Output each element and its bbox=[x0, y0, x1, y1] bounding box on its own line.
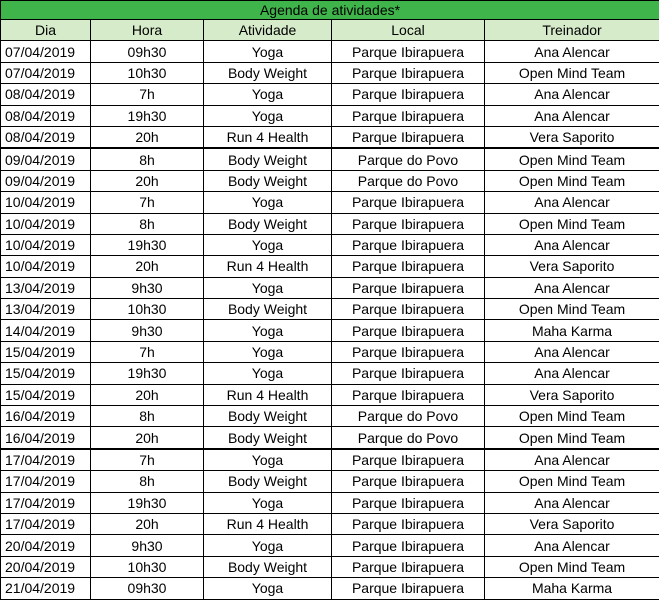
cell-local: Parque do Povo bbox=[332, 406, 485, 427]
table-row bbox=[1, 256, 659, 277]
cell-atividade: Yoga bbox=[204, 84, 332, 105]
cell-local: Parque Ibirapuera bbox=[332, 341, 485, 362]
cell-dia: 09/04/2019 bbox=[1, 148, 91, 170]
cell-atividade: Yoga bbox=[204, 341, 332, 362]
cell-hora: 20h bbox=[91, 170, 204, 191]
cell-local: Parque do Povo bbox=[332, 148, 485, 170]
cell-local: Parque Ibirapuera bbox=[332, 513, 485, 534]
cell-hora: 20h bbox=[91, 126, 204, 148]
cell-dia: 13/04/2019 bbox=[1, 277, 91, 298]
cell-dia: 15/04/2019 bbox=[1, 363, 91, 384]
cell-hora: 9h30 bbox=[91, 535, 204, 556]
cell-local: Parque Ibirapuera bbox=[332, 84, 485, 105]
cell-local: Parque Ibirapuera bbox=[332, 320, 485, 341]
cell-atividade: Body Weight bbox=[204, 556, 332, 577]
cell-hora: 10h30 bbox=[91, 62, 204, 83]
table-row bbox=[1, 513, 659, 534]
cell-treinador: Open Mind Team bbox=[485, 62, 659, 83]
table-row bbox=[1, 126, 659, 148]
table-row bbox=[1, 535, 659, 556]
cell-hora: 19h30 bbox=[91, 492, 204, 513]
cell-atividade: Run 4 Health bbox=[204, 513, 332, 534]
cell-hora: 8h bbox=[91, 213, 204, 234]
table-row bbox=[1, 341, 659, 362]
column-header-hora: Hora bbox=[91, 20, 204, 41]
cell-atividade: Yoga bbox=[204, 192, 332, 213]
cell-dia: 20/04/2019 bbox=[1, 535, 91, 556]
cell-atividade: Body Weight bbox=[204, 299, 332, 320]
table-row bbox=[1, 556, 659, 577]
cell-dia: 10/04/2019 bbox=[1, 213, 91, 234]
cell-atividade: Yoga bbox=[204, 234, 332, 255]
agenda-title: Agenda de atividades* bbox=[1, 1, 659, 20]
cell-treinador: Maha Karma bbox=[485, 578, 659, 599]
cell-atividade: Body Weight bbox=[204, 427, 332, 449]
cell-hora: 9h30 bbox=[91, 277, 204, 298]
cell-atividade: Yoga bbox=[204, 105, 332, 126]
cell-local: Parque Ibirapuera bbox=[332, 234, 485, 255]
cell-hora: 09h30 bbox=[91, 578, 204, 599]
cell-hora: 9h30 bbox=[91, 320, 204, 341]
cell-hora: 10h30 bbox=[91, 556, 204, 577]
cell-dia: 16/04/2019 bbox=[1, 406, 91, 427]
cell-dia: 15/04/2019 bbox=[1, 384, 91, 405]
cell-treinador: Vera Saporito bbox=[485, 384, 659, 405]
cell-dia: 14/04/2019 bbox=[1, 320, 91, 341]
cell-treinador: Ana Alencar bbox=[485, 492, 659, 513]
cell-local: Parque Ibirapuera bbox=[332, 578, 485, 599]
cell-hora: 7h bbox=[91, 84, 204, 105]
agenda-body bbox=[1, 41, 659, 599]
cell-treinador: Vera Saporito bbox=[485, 256, 659, 277]
cell-treinador: Vera Saporito bbox=[485, 126, 659, 148]
cell-treinador: Ana Alencar bbox=[485, 234, 659, 255]
cell-local: Parque Ibirapuera bbox=[332, 556, 485, 577]
cell-local: Parque Ibirapuera bbox=[332, 62, 485, 83]
table-row bbox=[1, 578, 659, 599]
cell-hora: 19h30 bbox=[91, 105, 204, 126]
table-row bbox=[1, 105, 659, 126]
cell-hora: 19h30 bbox=[91, 363, 204, 384]
table-row bbox=[1, 492, 659, 513]
table-row bbox=[1, 170, 659, 191]
header-row bbox=[1, 20, 659, 41]
cell-treinador: Ana Alencar bbox=[485, 84, 659, 105]
cell-atividade: Body Weight bbox=[204, 471, 332, 492]
cell-treinador: Open Mind Team bbox=[485, 148, 659, 170]
cell-atividade: Run 4 Health bbox=[204, 126, 332, 148]
cell-treinador: Ana Alencar bbox=[485, 192, 659, 213]
cell-hora: 20h bbox=[91, 256, 204, 277]
cell-treinador: Ana Alencar bbox=[485, 41, 659, 62]
cell-hora: 7h bbox=[91, 449, 204, 471]
cell-hora: 20h bbox=[91, 427, 204, 449]
cell-local: Parque do Povo bbox=[332, 427, 485, 449]
cell-atividade: Run 4 Health bbox=[204, 256, 332, 277]
cell-dia: 10/04/2019 bbox=[1, 234, 91, 255]
cell-atividade: Body Weight bbox=[204, 170, 332, 191]
table-row bbox=[1, 41, 659, 62]
cell-treinador: Open Mind Team bbox=[485, 471, 659, 492]
cell-treinador: Ana Alencar bbox=[485, 449, 659, 471]
table-row bbox=[1, 192, 659, 213]
cell-hora: 20h bbox=[91, 384, 204, 405]
cell-treinador: Open Mind Team bbox=[485, 556, 659, 577]
cell-local: Parque Ibirapuera bbox=[332, 126, 485, 148]
cell-local: Parque Ibirapuera bbox=[332, 277, 485, 298]
cell-atividade: Body Weight bbox=[204, 62, 332, 83]
cell-treinador: Open Mind Team bbox=[485, 299, 659, 320]
table-row bbox=[1, 384, 659, 405]
cell-local: Parque Ibirapuera bbox=[332, 471, 485, 492]
cell-hora: 10h30 bbox=[91, 299, 204, 320]
table-row bbox=[1, 320, 659, 341]
cell-local: Parque Ibirapuera bbox=[332, 492, 485, 513]
table-row bbox=[1, 62, 659, 83]
cell-treinador: Vera Saporito bbox=[485, 513, 659, 534]
cell-dia: 07/04/2019 bbox=[1, 62, 91, 83]
table-row bbox=[1, 363, 659, 384]
cell-dia: 08/04/2019 bbox=[1, 105, 91, 126]
cell-local: Parque Ibirapuera bbox=[332, 449, 485, 471]
column-header-atividade: Atividade bbox=[204, 20, 332, 41]
cell-atividade: Yoga bbox=[204, 41, 332, 62]
column-header-treinador: Treinador bbox=[485, 20, 659, 41]
cell-treinador: Open Mind Team bbox=[485, 170, 659, 191]
cell-treinador: Ana Alencar bbox=[485, 535, 659, 556]
cell-hora: 20h bbox=[91, 513, 204, 534]
cell-atividade: Yoga bbox=[204, 363, 332, 384]
cell-treinador: Ana Alencar bbox=[485, 277, 659, 298]
cell-atividade: Yoga bbox=[204, 578, 332, 599]
cell-atividade: Yoga bbox=[204, 492, 332, 513]
table-row bbox=[1, 84, 659, 105]
cell-hora: 7h bbox=[91, 341, 204, 362]
table-row bbox=[1, 406, 659, 427]
cell-dia: 10/04/2019 bbox=[1, 256, 91, 277]
cell-local: Parque Ibirapuera bbox=[332, 105, 485, 126]
cell-local: Parque Ibirapuera bbox=[332, 535, 485, 556]
cell-local: Parque Ibirapuera bbox=[332, 363, 485, 384]
cell-local: Parque Ibirapuera bbox=[332, 299, 485, 320]
cell-dia: 17/04/2019 bbox=[1, 471, 91, 492]
cell-local: Parque do Povo bbox=[332, 170, 485, 191]
table-row bbox=[1, 148, 659, 170]
cell-dia: 17/04/2019 bbox=[1, 492, 91, 513]
cell-atividade: Run 4 Health bbox=[204, 384, 332, 405]
cell-local: Parque Ibirapuera bbox=[332, 41, 485, 62]
cell-treinador: Maha Karma bbox=[485, 320, 659, 341]
cell-local: Parque Ibirapuera bbox=[332, 256, 485, 277]
table-row bbox=[1, 234, 659, 255]
cell-dia: 16/04/2019 bbox=[1, 427, 91, 449]
table-row bbox=[1, 213, 659, 234]
table-row bbox=[1, 299, 659, 320]
cell-hora: 8h bbox=[91, 148, 204, 170]
table-row bbox=[1, 277, 659, 298]
cell-atividade: Body Weight bbox=[204, 148, 332, 170]
cell-local: Parque Ibirapuera bbox=[332, 192, 485, 213]
table-row bbox=[1, 449, 659, 471]
table-row bbox=[1, 471, 659, 492]
cell-dia: 15/04/2019 bbox=[1, 341, 91, 362]
cell-dia: 08/04/2019 bbox=[1, 84, 91, 105]
cell-dia: 17/04/2019 bbox=[1, 449, 91, 471]
column-header-dia: Dia bbox=[1, 20, 91, 41]
cell-hora: 8h bbox=[91, 471, 204, 492]
cell-treinador: Ana Alencar bbox=[485, 105, 659, 126]
cell-treinador: Open Mind Team bbox=[485, 213, 659, 234]
cell-treinador: Open Mind Team bbox=[485, 406, 659, 427]
cell-dia: 17/04/2019 bbox=[1, 513, 91, 534]
cell-dia: 21/04/2019 bbox=[1, 578, 91, 599]
cell-atividade: Body Weight bbox=[204, 213, 332, 234]
cell-treinador: Open Mind Team bbox=[485, 427, 659, 449]
cell-treinador: Ana Alencar bbox=[485, 363, 659, 384]
cell-hora: 8h bbox=[91, 406, 204, 427]
cell-atividade: Body Weight bbox=[204, 406, 332, 427]
cell-dia: 10/04/2019 bbox=[1, 192, 91, 213]
cell-atividade: Yoga bbox=[204, 320, 332, 341]
column-header-local: Local bbox=[332, 20, 485, 41]
cell-dia: 20/04/2019 bbox=[1, 556, 91, 577]
cell-atividade: Yoga bbox=[204, 449, 332, 471]
cell-dia: 09/04/2019 bbox=[1, 170, 91, 191]
cell-treinador: Ana Alencar bbox=[485, 341, 659, 362]
cell-local: Parque Ibirapuera bbox=[332, 384, 485, 405]
cell-dia: 08/04/2019 bbox=[1, 126, 91, 148]
cell-dia: 13/04/2019 bbox=[1, 299, 91, 320]
cell-hora: 09h30 bbox=[91, 41, 204, 62]
cell-hora: 19h30 bbox=[91, 234, 204, 255]
cell-atividade: Yoga bbox=[204, 277, 332, 298]
cell-local: Parque Ibirapuera bbox=[332, 213, 485, 234]
cell-dia: 07/04/2019 bbox=[1, 41, 91, 62]
table-row bbox=[1, 427, 659, 449]
cell-atividade: Yoga bbox=[204, 535, 332, 556]
cell-hora: 7h bbox=[91, 192, 204, 213]
